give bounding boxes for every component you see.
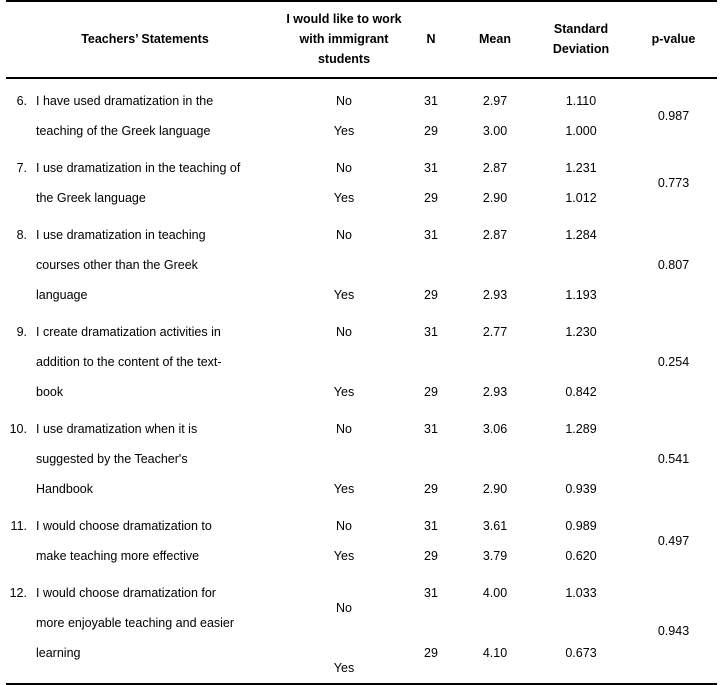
column-header-sd-line-1: Standard bbox=[553, 22, 609, 36]
standard-deviation-value-no: 0.989 bbox=[565, 519, 597, 533]
statement-line: I would choose dramatization to bbox=[36, 519, 212, 533]
column-header-group bbox=[284, 1, 404, 78]
statement-line: I create dramatization activities in bbox=[36, 325, 221, 339]
group-label-cell bbox=[284, 310, 404, 407]
group-label-cell bbox=[284, 504, 404, 571]
group-label-value-no: No bbox=[336, 422, 352, 436]
column-header-p-value: p-value bbox=[651, 32, 696, 46]
p-value: 0.541 bbox=[657, 452, 690, 466]
n-value-no: 31 bbox=[424, 519, 438, 533]
standard-deviation-value-yes: 1.012 bbox=[565, 191, 597, 205]
mean-value-yes: 4.10 bbox=[482, 646, 508, 660]
mean-value-yes: 2.93 bbox=[482, 385, 508, 399]
statement-number: 9. bbox=[16, 325, 27, 339]
mean-value-no: 4.00 bbox=[482, 586, 508, 600]
standard-deviation-cell bbox=[532, 310, 630, 407]
statement-number: 8. bbox=[16, 228, 27, 242]
standard-deviation-cell bbox=[532, 213, 630, 310]
statement-line: language bbox=[36, 288, 88, 302]
group-label-cell bbox=[284, 571, 404, 684]
mean-value-yes: 2.90 bbox=[482, 482, 508, 496]
n-cell bbox=[404, 310, 458, 407]
n-value-no: 31 bbox=[424, 228, 438, 242]
statement-text bbox=[36, 578, 284, 668]
mean-cell bbox=[458, 146, 532, 213]
group-label-value-no: No bbox=[336, 228, 352, 242]
p-value-cell bbox=[630, 407, 717, 504]
statement-cell bbox=[6, 213, 284, 310]
statement-line: book bbox=[36, 385, 64, 399]
standard-deviation-value-yes: 0.673 bbox=[565, 646, 597, 660]
n-value-no: 31 bbox=[424, 422, 438, 436]
standard-deviation-cell bbox=[532, 571, 630, 684]
n-value-yes: 29 bbox=[424, 646, 438, 660]
table-row bbox=[6, 213, 717, 310]
standard-deviation-cell bbox=[532, 407, 630, 504]
statement-line: I have used dramatization in the bbox=[36, 94, 214, 108]
statement-text bbox=[36, 153, 284, 213]
statement-number: 11. bbox=[10, 519, 27, 533]
mean-value-no: 2.77 bbox=[482, 325, 508, 339]
table-row bbox=[6, 504, 717, 571]
group-label-value-yes: Yes bbox=[333, 549, 355, 563]
standard-deviation-cell bbox=[532, 78, 630, 146]
standard-deviation-cell bbox=[532, 504, 630, 571]
mean-cell bbox=[458, 504, 532, 571]
mean-value-no: 3.06 bbox=[482, 422, 508, 436]
n-cell bbox=[404, 78, 458, 146]
group-label-value-yes: Yes bbox=[333, 482, 355, 496]
statement-text bbox=[36, 220, 284, 310]
n-value-no: 31 bbox=[424, 161, 438, 175]
statement-line: I use dramatization in teaching bbox=[36, 228, 206, 242]
statement-line: addition to the content of the text- bbox=[36, 355, 222, 369]
statement-cell bbox=[6, 78, 284, 146]
n-value-yes: 29 bbox=[424, 549, 438, 563]
n-cell bbox=[404, 407, 458, 504]
statement-line: courses other than the Greek bbox=[36, 258, 198, 272]
mean-cell bbox=[458, 213, 532, 310]
p-value: 0.987 bbox=[657, 109, 690, 123]
mean-value-yes: 2.93 bbox=[482, 288, 508, 302]
column-header-sd-line-2: Deviation bbox=[552, 42, 610, 56]
p-value: 0.497 bbox=[657, 534, 690, 548]
mean-value-yes: 3.00 bbox=[482, 124, 508, 138]
n-value-no: 31 bbox=[424, 586, 438, 600]
column-header-mean: Mean bbox=[479, 32, 511, 46]
group-label-value-no: No bbox=[336, 325, 352, 339]
standard-deviation-value-yes: 1.193 bbox=[565, 288, 597, 302]
column-header-group-line-3: students bbox=[317, 52, 371, 66]
group-label-value-no: No bbox=[336, 519, 352, 533]
p-value-cell bbox=[630, 213, 717, 310]
group-label-cell bbox=[284, 146, 404, 213]
group-label-cell bbox=[284, 407, 404, 504]
n-cell bbox=[404, 146, 458, 213]
statement-text bbox=[36, 511, 284, 571]
statement-line: make teaching more effective bbox=[36, 549, 200, 563]
p-value-cell bbox=[630, 146, 717, 213]
p-value: 0.807 bbox=[657, 258, 690, 272]
n-cell bbox=[404, 504, 458, 571]
standard-deviation-value-no: 1.230 bbox=[565, 325, 597, 339]
statement-text bbox=[36, 86, 284, 146]
standard-deviation-value-no: 1.231 bbox=[565, 161, 597, 175]
mean-cell bbox=[458, 407, 532, 504]
p-value-cell bbox=[630, 504, 717, 571]
p-value: 0.773 bbox=[657, 176, 690, 190]
statement-line: more enjoyable teaching and easier bbox=[36, 616, 235, 630]
standard-deviation-value-yes: 0.939 bbox=[565, 482, 597, 496]
statement-cell bbox=[6, 146, 284, 213]
table-row bbox=[6, 78, 717, 146]
standard-deviation-value-no: 1.110 bbox=[565, 94, 597, 108]
p-value: 0.254 bbox=[657, 355, 690, 369]
statement-number: 7. bbox=[16, 161, 27, 175]
n-value-yes: 29 bbox=[424, 482, 438, 496]
standard-deviation-value-yes: 1.000 bbox=[565, 124, 597, 138]
statement-line: I use dramatization when it is bbox=[36, 422, 198, 436]
n-value-no: 31 bbox=[424, 325, 438, 339]
group-label-cell bbox=[284, 213, 404, 310]
column-header-group-line-2: with immigrant bbox=[299, 32, 389, 46]
table-row bbox=[6, 407, 717, 504]
group-label-value-yes: Yes bbox=[333, 661, 355, 675]
table-header-row bbox=[6, 1, 717, 78]
statement-line: Handbook bbox=[36, 482, 93, 496]
table-row bbox=[6, 310, 717, 407]
statement-line: suggested by the Teacher's bbox=[36, 452, 188, 466]
group-label-value-yes: Yes bbox=[333, 385, 355, 399]
statement-line: learning bbox=[36, 646, 81, 660]
group-label-value-yes: Yes bbox=[333, 124, 355, 138]
p-value: 0.943 bbox=[657, 623, 690, 638]
statement-number: 6. bbox=[16, 94, 27, 108]
statement-cell bbox=[6, 571, 284, 684]
mean-value-no: 2.97 bbox=[482, 94, 508, 108]
statement-line: I would choose dramatization for bbox=[36, 586, 216, 600]
mean-value-no: 2.87 bbox=[482, 161, 508, 175]
column-header-group-line-1: I would like to work bbox=[286, 12, 402, 26]
standard-deviation-value-no: 1.284 bbox=[565, 228, 597, 242]
mean-value-no: 3.61 bbox=[482, 519, 508, 533]
mean-cell bbox=[458, 310, 532, 407]
p-value-cell bbox=[630, 78, 717, 146]
mean-value-yes: 3.79 bbox=[482, 549, 508, 563]
n-value-yes: 29 bbox=[424, 191, 438, 205]
standard-deviation-value-no: 1.033 bbox=[565, 586, 597, 600]
statement-text bbox=[36, 414, 284, 504]
table-body bbox=[6, 78, 717, 684]
n-value-no: 31 bbox=[424, 94, 438, 108]
statement-text bbox=[36, 317, 284, 407]
standard-deviation-value-no: 1.289 bbox=[565, 422, 597, 436]
p-value-cell bbox=[630, 310, 717, 407]
n-value-yes: 29 bbox=[424, 385, 438, 399]
group-label-value-yes: Yes bbox=[333, 288, 355, 302]
table-row bbox=[6, 146, 717, 213]
mean-value-yes: 2.90 bbox=[482, 191, 508, 205]
group-label-value-no: No bbox=[336, 94, 352, 108]
n-value-yes: 29 bbox=[424, 124, 438, 138]
mean-cell bbox=[458, 571, 532, 684]
group-label-cell bbox=[284, 78, 404, 146]
n-cell bbox=[404, 213, 458, 310]
mean-cell bbox=[458, 78, 532, 146]
table-header bbox=[6, 1, 717, 78]
statement-line: the Greek language bbox=[36, 191, 146, 205]
statement-line: teaching of the Greek language bbox=[36, 124, 211, 138]
column-header-statement: Teachers’ Statements bbox=[81, 32, 209, 46]
column-header-n: N bbox=[426, 32, 436, 46]
mean-value-no: 2.87 bbox=[482, 228, 508, 242]
standard-deviation-value-yes: 0.620 bbox=[565, 549, 597, 563]
standard-deviation-cell bbox=[532, 146, 630, 213]
column-header-standard-deviation bbox=[532, 1, 630, 78]
n-cell bbox=[404, 571, 458, 684]
standard-deviation-value-yes: 0.842 bbox=[565, 385, 597, 399]
statement-cell bbox=[6, 504, 284, 571]
statement-line: I use dramatization in the teaching of bbox=[36, 161, 241, 175]
statement-cell bbox=[6, 407, 284, 504]
group-label-value-no: No bbox=[336, 601, 352, 615]
group-label-value-yes: Yes bbox=[333, 191, 355, 205]
n-value-yes: 29 bbox=[424, 288, 438, 302]
p-value-cell bbox=[630, 571, 717, 684]
statement-number: 10. bbox=[9, 422, 27, 436]
statement-cell bbox=[6, 310, 284, 407]
group-label-value-no: No bbox=[336, 161, 352, 175]
statement-number: 12. bbox=[9, 586, 27, 600]
teachers-statements-statistics-table bbox=[6, 0, 717, 685]
table-row bbox=[6, 571, 717, 684]
